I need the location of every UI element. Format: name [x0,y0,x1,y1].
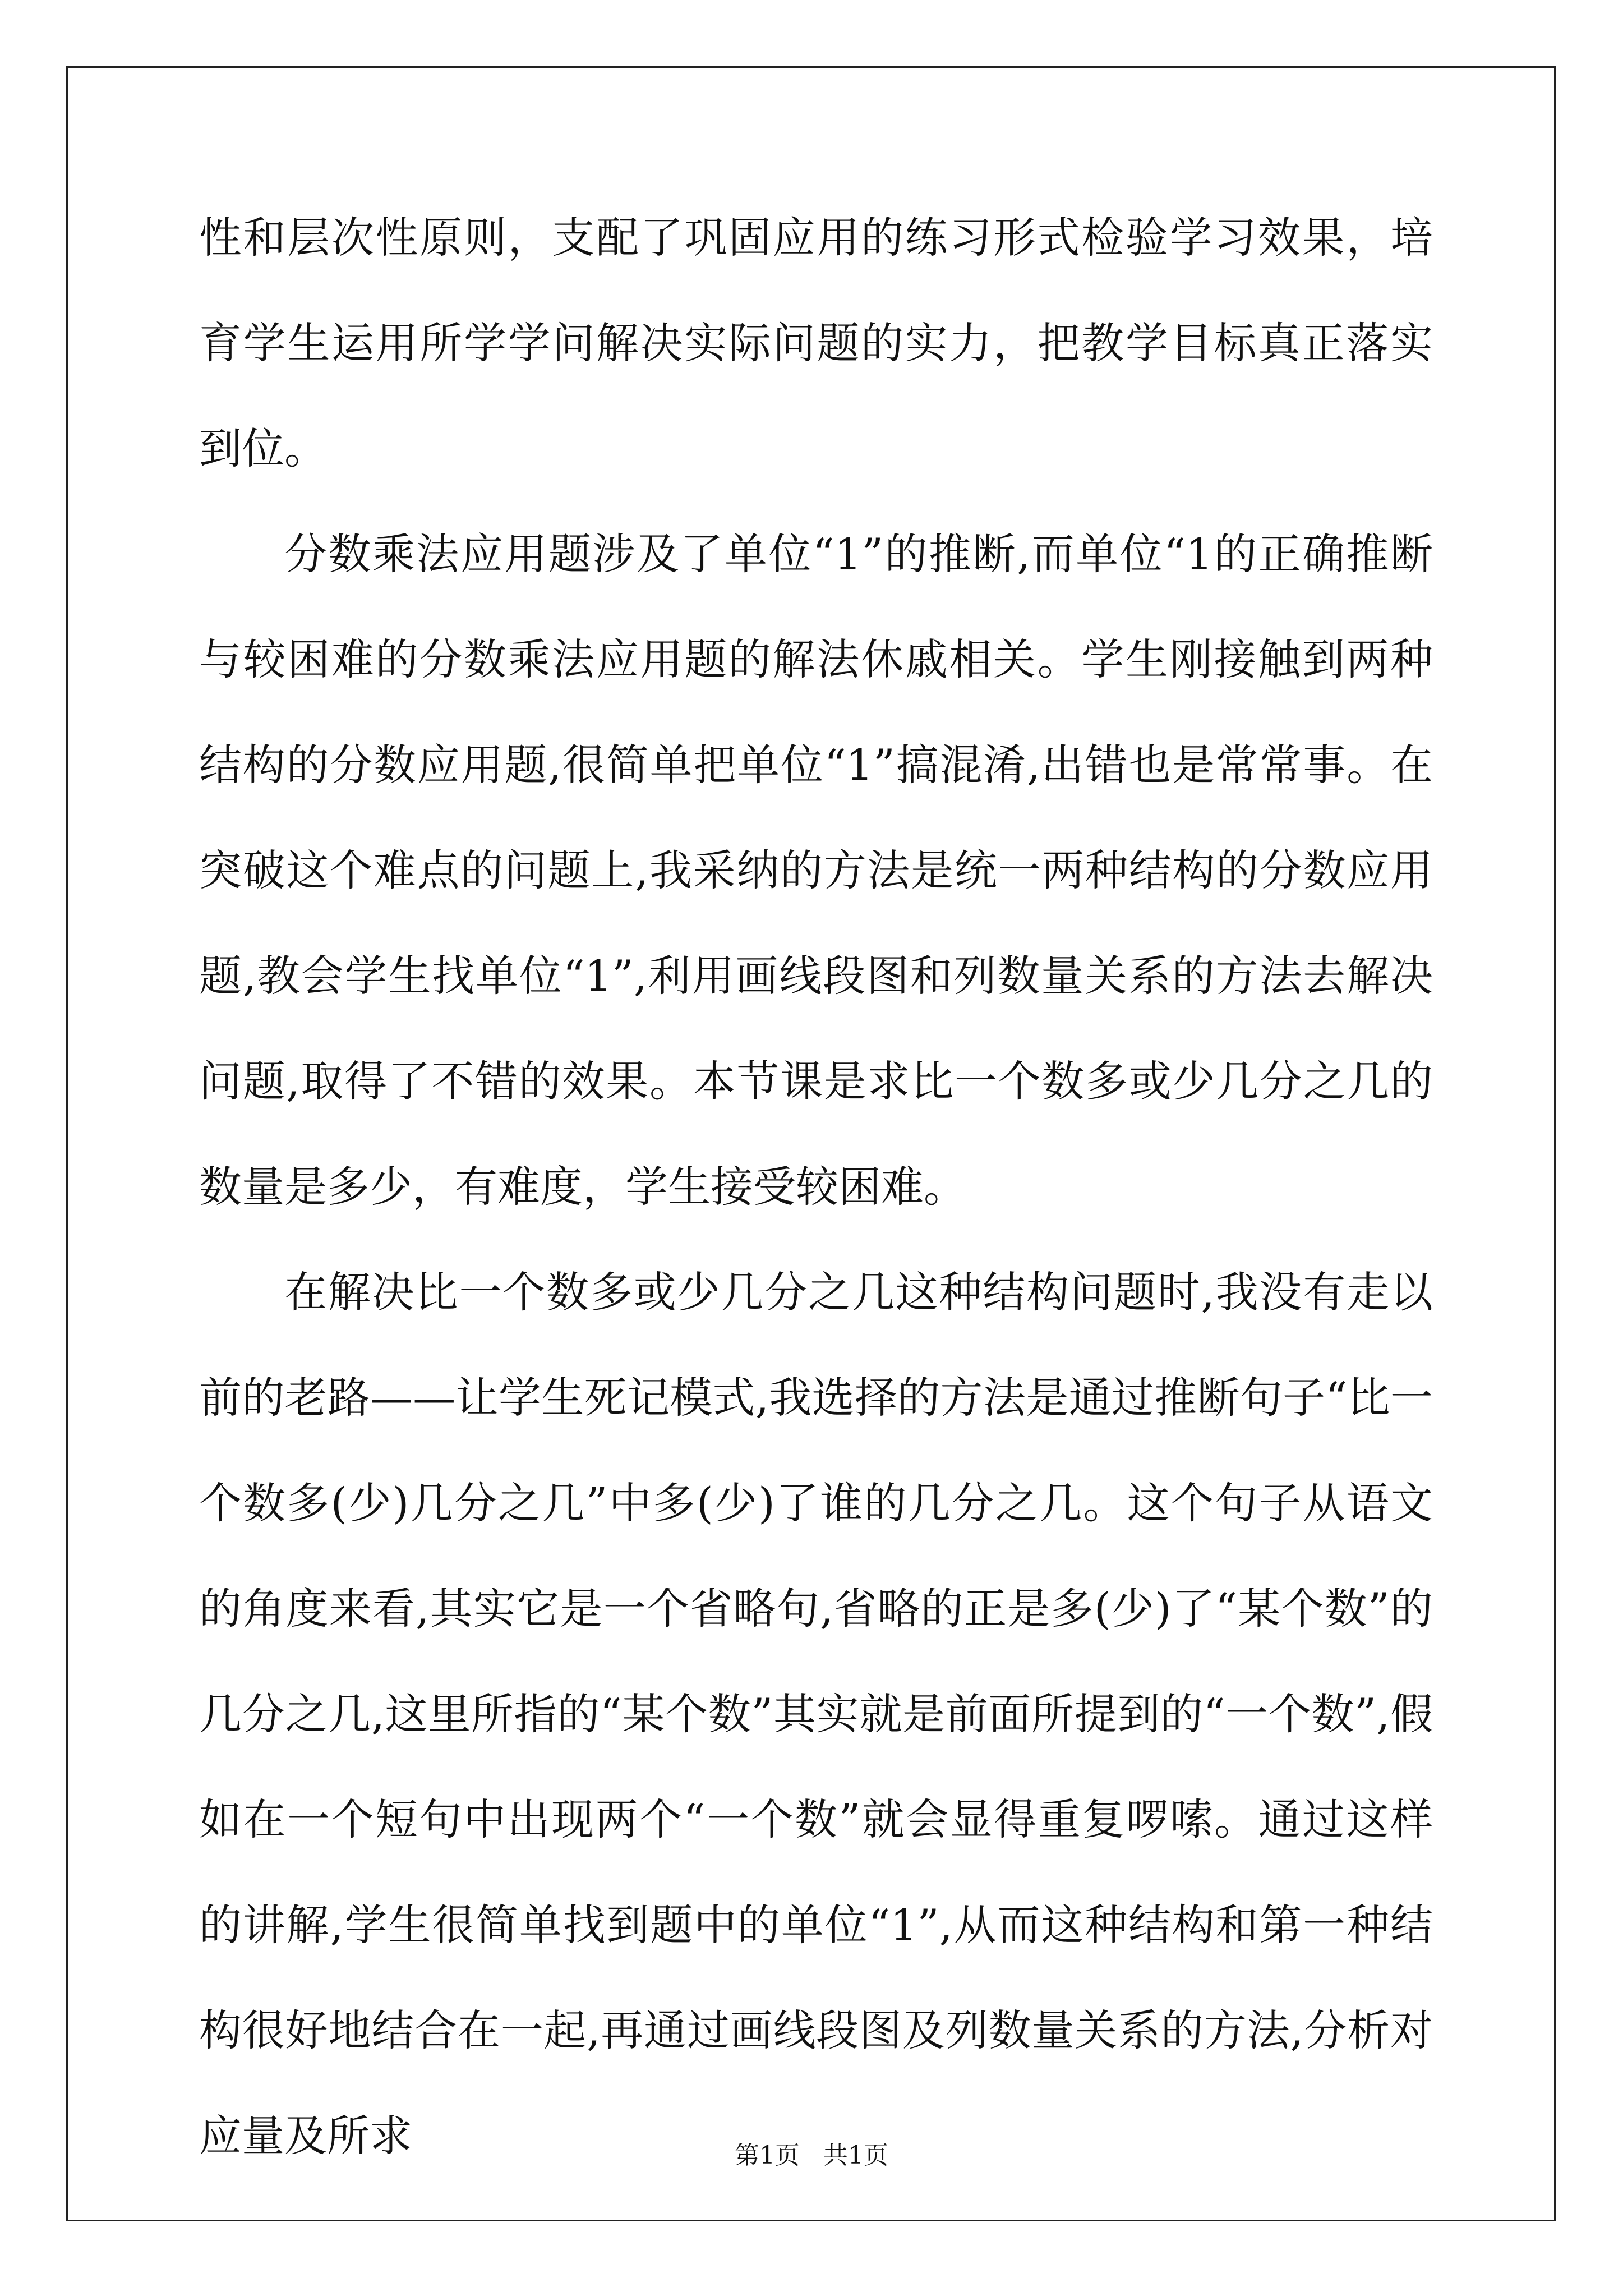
page-number-footer: 第1页 共1页 [735,2141,888,2170]
paragraph-1: 性和层次性原则，支配了巩固应用的练习形式检验学习效果，培育学生运用所学学问解决实际问题的实力，把教学目标真正落实到位。 [199,213,1433,473]
document-body [199,185,1433,2189]
paragraph-3: 在解决比一个数多或少几分之几这种结构问题时,我没有走以前的老路——让学生死记模式,我选择的方法是通过推断句子“比一个数多(少)几分之几”中多(少)了谁的几分之几。这个句子从语文的角度来看,其实它是一个省略句,省略的正是多(少)了“某个数”的几分之几,这里所指的“某个数”其实就是前面所提到的“一个数”,假如在一个短句中出现两个“一个数”就会显得重复啰嗦。通过这样的讲解,学生很简单找到题中的单位“1”,从而这种结构和第一种结构很好地结合在一起,再通过画线段图及列数量关系的方法,分析对应量及所求 [199,1267,1433,2161]
paragraph-2: 分数乘法应用题涉及了单位“1”的推断,而单位“1的正确推断与较困难的分数乘法应用题的解法休戚相关。学生刚接触到两种结构的分数应用题,很简单把单位“1”搞混淆,出错也是常常事。在突破这个难点的问题上,我采纳的方法是统一两种结构的分数应用题,教会学生找单位“1”,利用画线段图和列数量关系的方法去解决问题,取得了不错的效果。本节课是求比一个数多或少几分之几的数量是多少，有难度，学生接受较困难。 [199,529,1433,1212]
